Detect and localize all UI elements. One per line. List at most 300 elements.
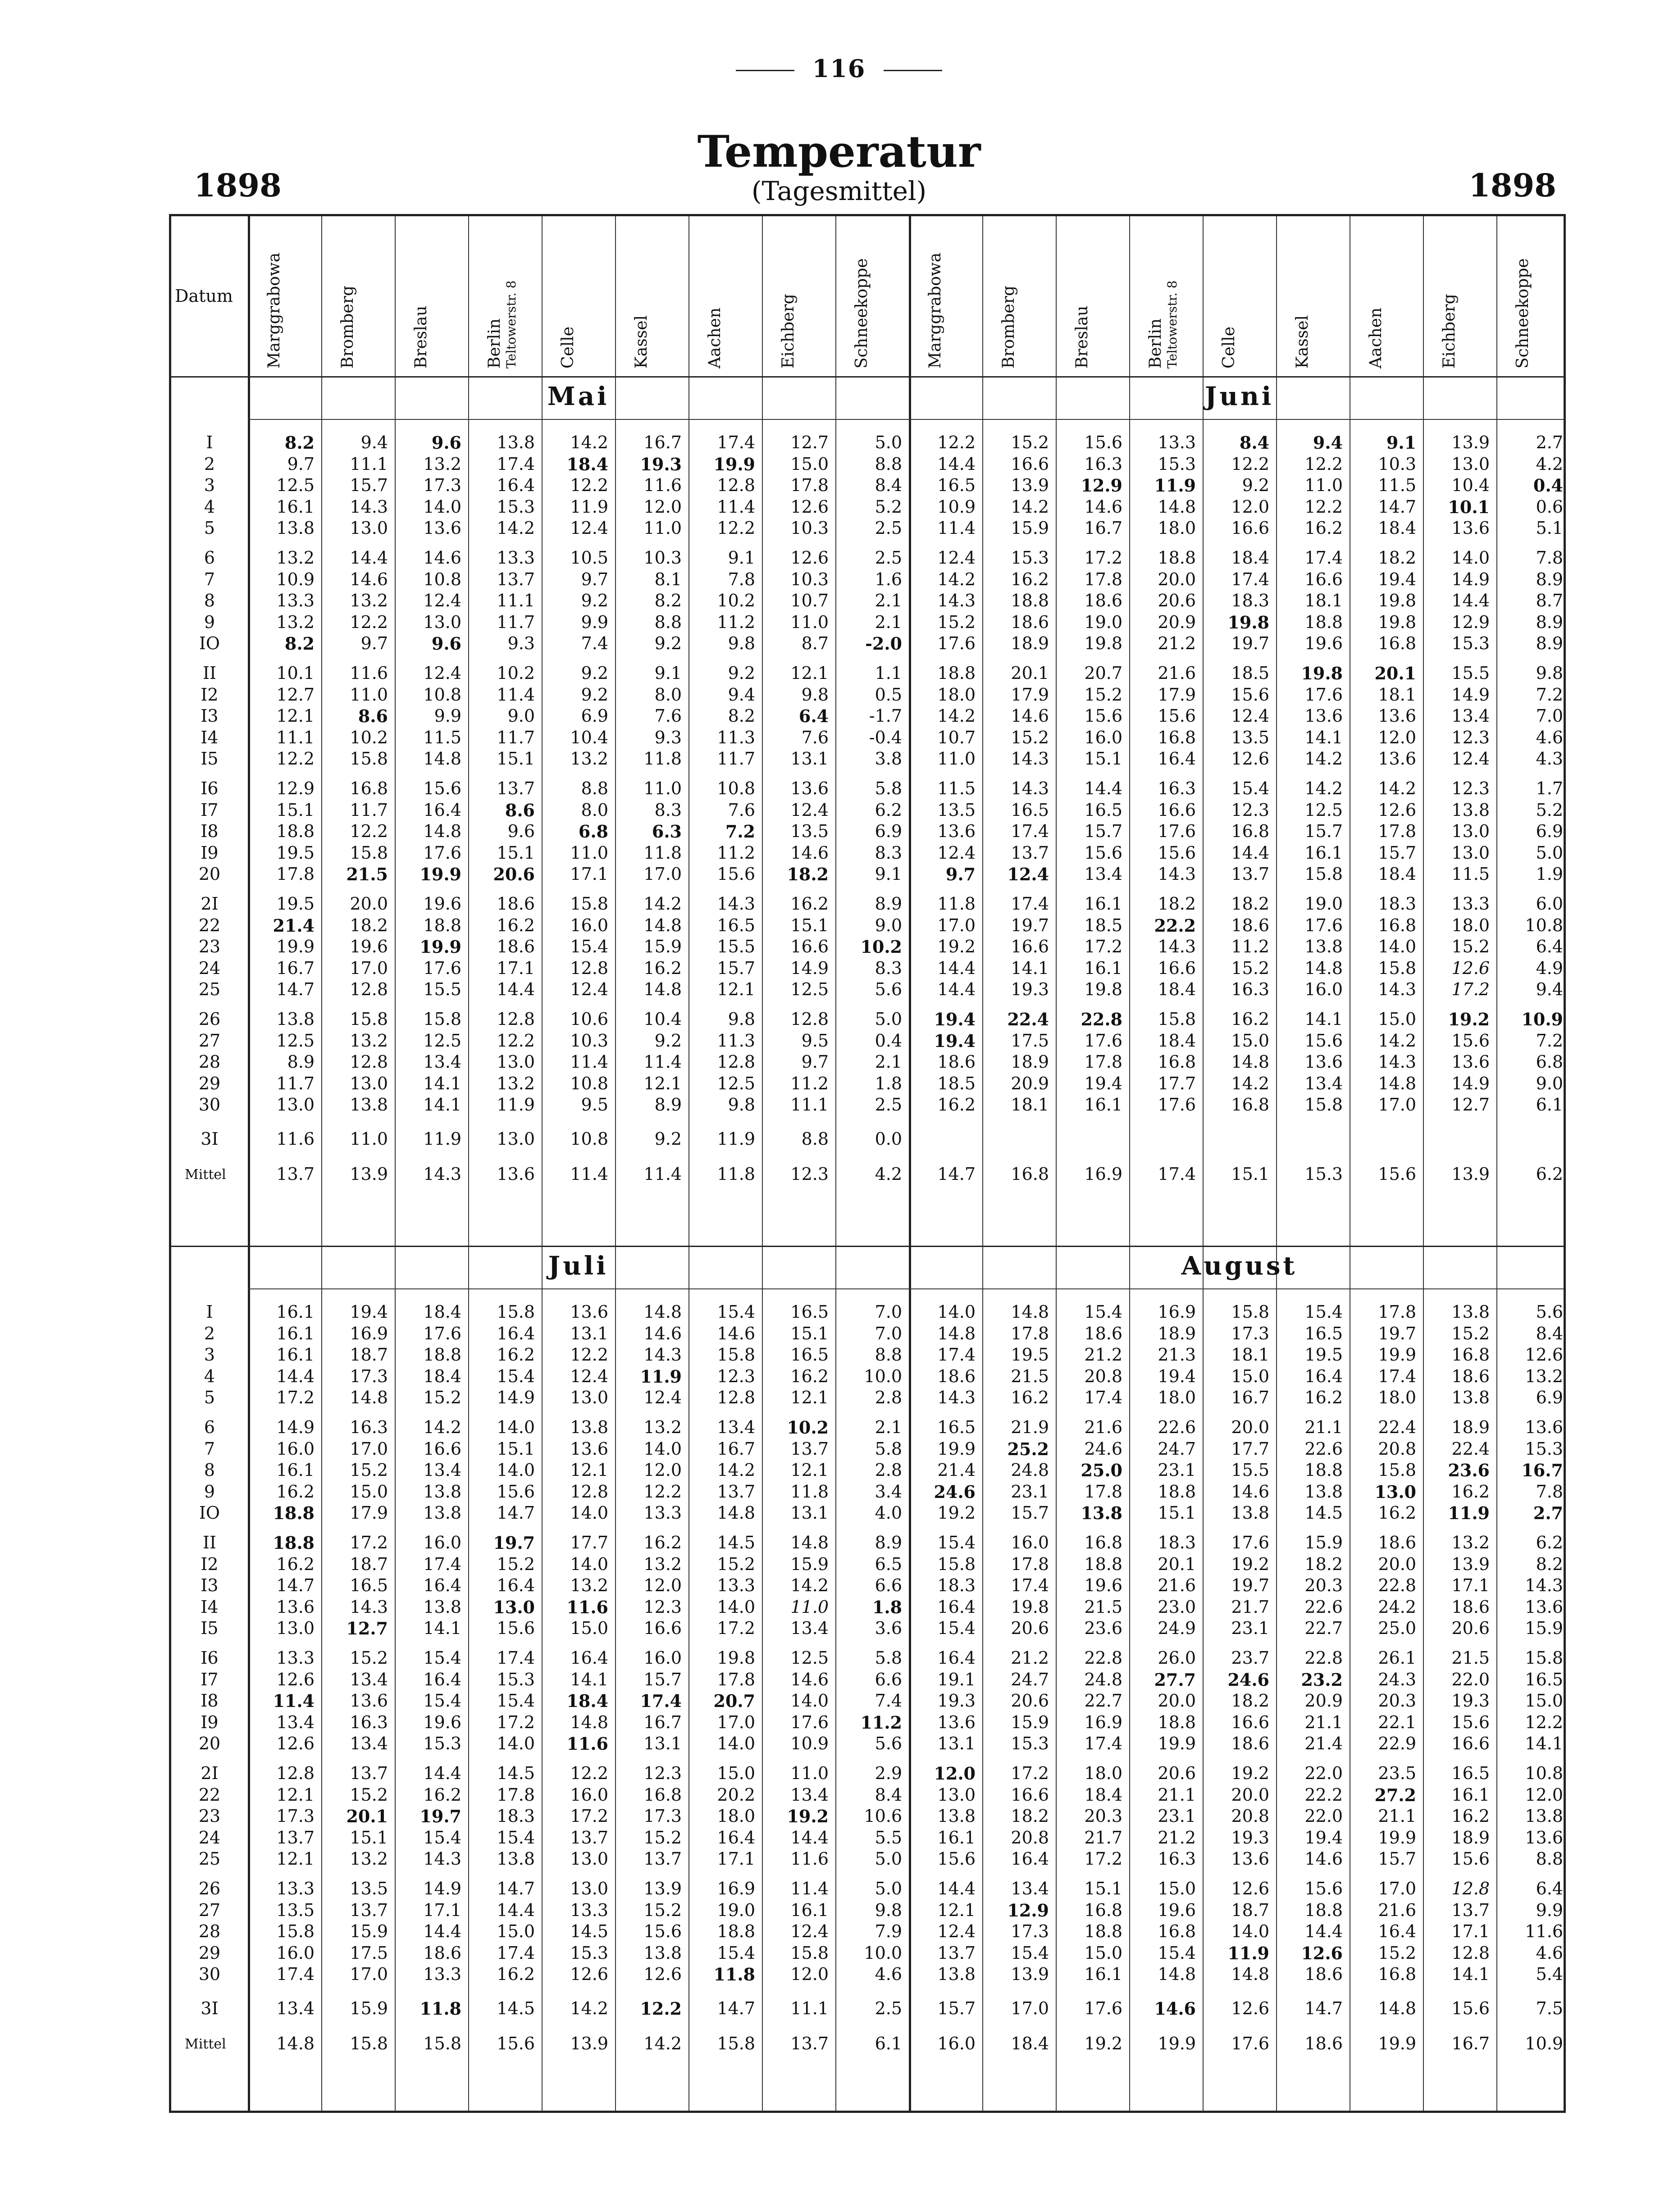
temp-cell: 13.2 — [1525, 1366, 1563, 1386]
temp-cell: 15.0 — [350, 1481, 388, 1502]
temp-cell: 12.7 — [790, 432, 829, 452]
temp-cell: 13.8 — [1231, 1503, 1269, 1523]
temp-cell: 22.0 — [1304, 1806, 1343, 1826]
temp-cell: 8.3 — [875, 842, 902, 863]
temp-cell: 15.7 — [1378, 842, 1416, 863]
temp-cell: 18.6 — [1451, 1597, 1490, 1617]
temp-cell: 15.6 — [1084, 842, 1122, 863]
day-label: I4 — [201, 1597, 219, 1617]
temp-cell: 14.1 — [1304, 1009, 1343, 1029]
temp-cell: 20.7 — [713, 1691, 755, 1711]
temp-cell: 14.7 — [1378, 496, 1416, 517]
temp-cell: 12.0 — [790, 1964, 829, 1984]
temp-cell: 9.7 — [581, 569, 608, 589]
temp-cell: 17.3 — [1011, 1921, 1049, 1942]
temp-cell: 17.6 — [1158, 821, 1196, 842]
mittel-cell: 13.9 — [350, 1164, 388, 1184]
temp-cell: 11.4 — [273, 1691, 315, 1711]
temp-cell: 15.7 — [1011, 1503, 1049, 1523]
temp-cell: 9.5 — [581, 1095, 608, 1115]
temp-cell: 20.6 — [1451, 1618, 1490, 1639]
temp-cell: 13.7 — [643, 1849, 682, 1869]
temp-cell: 16.8 — [1158, 1052, 1196, 1072]
temp-cell: 20.1 — [1158, 1554, 1196, 1574]
temp-cell: 11.6 — [566, 1734, 608, 1754]
temp-cell: 15.0 — [1525, 1691, 1563, 1711]
temp-cell: 14.2 — [717, 1460, 755, 1480]
temp-cell: 7.8 — [1536, 1481, 1563, 1502]
temp-cell: 20.3 — [1084, 1806, 1122, 1826]
temp-cell: 13.2 — [423, 454, 461, 474]
temp-cell: 15.9 — [1304, 1533, 1343, 1552]
temp-cell: 12.6 — [276, 1669, 315, 1689]
month-title: Juni — [1204, 382, 1274, 411]
temp-cell: 16.6 — [1304, 569, 1343, 589]
temp-cell: 16.1 — [1451, 1784, 1490, 1805]
temp-cell: 2.5 — [875, 1998, 902, 2018]
temp-cell: 12.0 — [934, 1763, 976, 1784]
station-name: Celle — [559, 326, 577, 369]
temp-cell: 0.6 — [1536, 496, 1563, 517]
temp-cell: 13.6 — [1378, 749, 1416, 769]
temp-cell: 13.6 — [937, 821, 976, 842]
temp-cell: 9.3 — [507, 633, 535, 654]
temp-cell: 18.3 — [937, 1575, 976, 1596]
temp-cell: 5.6 — [875, 1734, 902, 1754]
temp-cell: 13.6 — [937, 1712, 976, 1732]
temp-cell: -1.7 — [869, 706, 902, 726]
temp-cell: 14.9 — [423, 1879, 461, 1898]
temp-cell: 13.0 — [1451, 454, 1490, 474]
temp-cell: 13.1 — [937, 1734, 976, 1754]
page-subtitle: (Tagesmittel) — [751, 176, 927, 206]
temp-cell: 12.4 — [570, 1366, 608, 1386]
temp-cell: 17.8 — [1011, 1323, 1049, 1343]
temp-cell: 11.9 — [497, 1095, 535, 1115]
temp-cell: 11.5 — [937, 778, 976, 798]
temp-cell: 18.3 — [1378, 894, 1416, 914]
temp-cell: 21.4 — [937, 1460, 976, 1480]
temp-cell: 8.4 — [875, 475, 902, 496]
station-header — [632, 224, 651, 369]
temp-cell: 10.3 — [1378, 454, 1416, 474]
temp-cell: 17.4 — [937, 1345, 976, 1365]
temp-cell: 15.6 — [1451, 1030, 1490, 1051]
temp-cell: 17.5 — [350, 1943, 388, 1963]
temp-cell: 16.8 — [1158, 727, 1196, 747]
temp-cell: 16.8 — [1378, 1964, 1416, 1984]
temp-cell: 10.1 — [276, 663, 315, 683]
temp-cell: 12.1 — [717, 979, 755, 1000]
temp-cell: 17.8 — [1084, 1052, 1122, 1072]
temp-cell: 13.3 — [276, 1879, 315, 1898]
temp-cell: 19.4 — [1158, 1366, 1196, 1386]
temp-cell: 23.1 — [1158, 1460, 1196, 1480]
temp-cell: 13.0 — [570, 1849, 608, 1869]
temp-cell: 18.8 — [423, 915, 461, 935]
temp-cell: 12.2 — [350, 612, 388, 632]
temp-cell: 18.4 — [1084, 1784, 1122, 1805]
temp-cell: 12.3 — [643, 1597, 682, 1617]
temp-cell: 15.0 — [1231, 1366, 1269, 1386]
temp-cell: 13.0 — [497, 1129, 535, 1149]
temp-cell: 19.0 — [1084, 612, 1122, 632]
temp-cell: 14.2 — [790, 1575, 829, 1596]
mittel-cell: 11.4 — [570, 1164, 608, 1184]
temp-cell: 10.4 — [643, 1009, 682, 1029]
temp-cell: 12.2 — [717, 518, 755, 538]
temp-cell: 17.2 — [1011, 1763, 1049, 1783]
temp-cell: 11.0 — [790, 1597, 829, 1617]
temp-cell: 7.2 — [1536, 684, 1563, 705]
temp-cell: 14.3 — [937, 591, 976, 611]
station-name: Marggrabowa — [265, 252, 283, 369]
mittel-cell: 18.4 — [1011, 2033, 1049, 2053]
temp-cell: 11.7 — [497, 612, 535, 632]
temp-cell: 15.6 — [497, 1618, 535, 1639]
temp-cell: 13.5 — [937, 800, 976, 820]
temp-cell: 13.7 — [717, 1481, 755, 1502]
temp-cell: 19.2 — [787, 1806, 829, 1827]
temp-cell: 16.0 — [276, 1943, 315, 1963]
temp-cell: 8.7 — [1536, 591, 1563, 611]
temp-cell: 22.4 — [1007, 1009, 1049, 1029]
temp-cell: 18.8 — [1158, 548, 1196, 568]
day-label: 29 — [198, 1943, 221, 1963]
temp-cell: 16.2 — [1231, 1009, 1269, 1029]
temp-cell: 16.6 — [1451, 1734, 1490, 1754]
temp-cell: 14.5 — [497, 1763, 535, 1783]
temp-cell: 4.9 — [1536, 958, 1563, 978]
temp-cell: 8.9 — [287, 1052, 315, 1072]
temp-cell: 16.3 — [350, 1712, 388, 1732]
temp-cell: 13.0 — [570, 1388, 608, 1408]
temp-cell: 10.9 — [276, 569, 315, 589]
temp-cell: 20.6 — [1011, 1618, 1049, 1639]
temp-cell: 15.9 — [350, 1998, 388, 2018]
temp-cell: 2.7 — [1536, 432, 1563, 452]
temp-cell: 14.1 — [423, 1073, 461, 1093]
temp-cell: 11.6 — [1525, 1921, 1563, 1942]
temp-cell: 14.4 — [350, 548, 388, 568]
day-label: I9 — [201, 1712, 219, 1732]
year-right: 1898 — [1468, 167, 1556, 204]
temp-cell: 15.4 — [1304, 1302, 1343, 1322]
temp-cell: 19.9 — [420, 864, 461, 885]
temp-cell: 17.4 — [497, 1943, 535, 1963]
temp-cell: 14.2 — [1231, 1073, 1269, 1093]
temp-cell: 9.8 — [728, 1095, 755, 1115]
temp-cell: 14.4 — [497, 979, 535, 1000]
temp-cell: 13.8 — [1304, 937, 1343, 957]
temp-cell: 4.6 — [875, 1964, 902, 1984]
temp-cell: 13.9 — [1011, 475, 1049, 496]
temp-cell: 21.1 — [1378, 1806, 1416, 1826]
temp-cell: 20.8 — [1231, 1806, 1269, 1826]
temp-cell: 15.5 — [1451, 663, 1490, 683]
temp-cell: 13.0 — [276, 1095, 315, 1115]
temp-cell: 16.4 — [423, 800, 461, 820]
temp-cell: 13.8 — [497, 432, 535, 452]
day-label: 8 — [204, 1460, 215, 1480]
temp-cell: 9.1 — [1386, 432, 1416, 453]
temp-cell: 17.0 — [717, 1712, 755, 1732]
temp-cell: 12.0 — [643, 496, 682, 517]
temp-cell: 11.7 — [497, 727, 535, 747]
temp-cell: 15.8 — [1158, 1009, 1196, 1029]
temp-cell: 18.3 — [1158, 1533, 1196, 1552]
temp-cell: 12.2 — [570, 1345, 608, 1365]
temp-cell: 6.6 — [875, 1575, 902, 1596]
temp-cell: 13.8 — [276, 1009, 315, 1029]
temp-cell: 18.8 — [717, 1921, 755, 1942]
temp-cell: 15.8 — [570, 894, 608, 914]
temp-cell: 10.8 — [423, 684, 461, 705]
temp-cell: 17.1 — [570, 864, 608, 884]
temp-cell: 9.2 — [581, 684, 608, 705]
temp-cell: 13.3 — [276, 591, 315, 611]
temp-cell: 14.8 — [1011, 1302, 1049, 1322]
temp-cell: 13.0 — [350, 518, 388, 538]
temp-cell: 2.9 — [875, 1763, 902, 1783]
temp-cell: 13.0 — [493, 1597, 535, 1617]
temp-cell: 9.2 — [581, 591, 608, 611]
mittel-cell: 19.9 — [1378, 2033, 1416, 2053]
temp-cell: 12.0 — [1231, 496, 1269, 517]
temp-cell: 16.7 — [643, 1712, 682, 1732]
temp-cell: 12.4 — [937, 548, 976, 568]
temp-cell: 17.4 — [1084, 1388, 1122, 1408]
temp-cell: 19.8 — [717, 1648, 755, 1668]
temp-cell: 19.0 — [717, 1900, 755, 1920]
temp-cell: 14.4 — [276, 1366, 315, 1386]
temp-cell: 15.6 — [423, 778, 461, 798]
temp-cell: 18.8 — [1158, 1481, 1196, 1502]
temp-cell: 12.3 — [1451, 778, 1490, 798]
temp-cell: 18.8 — [1158, 1712, 1196, 1732]
temp-cell: 4.6 — [1536, 727, 1563, 747]
temp-cell: 12.6 — [570, 1964, 608, 1984]
temp-cell: 21.9 — [1011, 1417, 1049, 1437]
day-label: I5 — [201, 749, 219, 769]
temp-cell: 13.0 — [1451, 842, 1490, 863]
temp-cell: 7.6 — [728, 800, 755, 820]
temp-cell: 12.0 — [643, 1575, 682, 1596]
temp-cell: 16.8 — [1231, 1095, 1269, 1115]
temp-cell: 19.3 — [937, 1691, 976, 1711]
temp-cell: 16.2 — [497, 1345, 535, 1365]
temp-cell: 14.6 — [717, 1323, 755, 1343]
temp-cell: 15.0 — [1231, 1030, 1269, 1051]
station-header — [265, 224, 283, 369]
temp-cell: 13.8 — [423, 1597, 461, 1617]
temp-cell: 16.0 — [1304, 979, 1343, 1000]
temp-cell: 18.2 — [787, 864, 829, 885]
temp-cell: 7.0 — [875, 1323, 902, 1343]
temp-cell: 19.3 — [1011, 979, 1049, 1000]
temp-cell: 19.5 — [1304, 1345, 1343, 1365]
temp-cell: 16.8 — [1231, 821, 1269, 842]
temp-cell: 23.1 — [1231, 1618, 1269, 1639]
temp-cell: 12.6 — [1231, 1998, 1269, 2018]
temp-cell: 13.5 — [350, 1879, 388, 1898]
temp-cell: 10.5 — [570, 548, 608, 568]
temp-cell: 18.0 — [1158, 518, 1196, 538]
temp-cell: 13.7 — [790, 1438, 829, 1459]
temp-cell: 18.5 — [1231, 663, 1269, 683]
temp-cell: 15.3 — [1011, 548, 1049, 568]
station-header — [559, 224, 577, 369]
temp-cell: 17.2 — [276, 1388, 315, 1408]
temp-cell: 14.7 — [1304, 1998, 1343, 2018]
temp-cell: 21.7 — [1231, 1597, 1269, 1617]
temp-cell: 17.0 — [1011, 1998, 1049, 2018]
temp-cell: 12.1 — [570, 1460, 608, 1480]
temp-cell: 9.2 — [1242, 475, 1269, 496]
temp-cell: 16.2 — [1304, 1388, 1343, 1408]
temp-cell: 15.9 — [1011, 518, 1049, 538]
mittel-cell: 13.9 — [570, 2033, 608, 2053]
temp-cell: 21.6 — [1084, 1417, 1122, 1437]
temp-cell: 15.6 — [643, 1921, 682, 1942]
temp-cell: 15.8 — [1378, 958, 1416, 978]
station-header — [779, 224, 798, 369]
temp-cell: 17.7 — [1231, 1438, 1269, 1459]
temp-cell: 14.0 — [790, 1691, 829, 1711]
temp-cell: 15.3 — [423, 1734, 461, 1754]
temp-cell: 7.9 — [875, 1921, 902, 1942]
day-label: 4 — [204, 1366, 215, 1386]
temp-cell: 17.9 — [350, 1503, 388, 1523]
temp-cell: 19.4 — [1084, 1073, 1122, 1093]
temp-cell: 14.6 — [423, 548, 461, 568]
temp-cell: 7.0 — [1536, 706, 1563, 726]
temp-cell: 13.1 — [790, 749, 829, 769]
temp-cell: 15.8 — [350, 842, 388, 863]
temp-cell: 14.0 — [1451, 548, 1490, 568]
temp-cell: 10.2 — [497, 663, 535, 683]
temp-cell: 9.9 — [581, 612, 608, 632]
temp-cell: 16.2 — [497, 915, 535, 935]
temp-cell: 15.2 — [1451, 1323, 1490, 1343]
temp-cell: 14.2 — [497, 518, 535, 538]
month-title: August — [1181, 1251, 1298, 1281]
temp-cell: 16.5 — [717, 915, 755, 935]
temp-cell: 13.2 — [276, 612, 315, 632]
temp-cell: 18.6 — [1011, 612, 1049, 632]
temp-cell: 11.4 — [643, 1052, 682, 1072]
temp-cell: 20.6 — [1158, 1763, 1196, 1783]
temp-cell: 5.8 — [875, 1438, 902, 1459]
temp-cell: 15.2 — [1011, 727, 1049, 747]
temp-cell: 14.6 — [790, 1669, 829, 1689]
temp-cell: 17.1 — [1451, 1575, 1490, 1596]
temp-cell: 22.2 — [1154, 915, 1196, 936]
temp-cell: 19.6 — [1084, 1575, 1122, 1596]
page-number-text: 116 — [812, 54, 866, 83]
temp-cell: 10.8 — [570, 1073, 608, 1093]
temp-cell: 17.6 — [1084, 1030, 1122, 1051]
temp-cell: 19.7 — [1231, 1575, 1269, 1596]
temp-cell: 15.1 — [1158, 1503, 1196, 1523]
temp-cell: 0.4 — [875, 1030, 902, 1051]
temp-cell: 12.2 — [640, 1998, 682, 2019]
temp-cell: 17.3 — [276, 1806, 315, 1826]
temp-cell: 20.9 — [1304, 1691, 1343, 1711]
temp-cell: 8.8 — [654, 612, 682, 632]
temp-cell: 15.5 — [423, 979, 461, 1000]
mittel-cell: 14.8 — [276, 2033, 315, 2053]
temp-cell: 8.4 — [875, 1784, 902, 1805]
temp-cell: 10.9 — [790, 1734, 829, 1754]
temp-cell: 12.7 — [1451, 1095, 1490, 1115]
temp-cell: 17.0 — [350, 1438, 388, 1459]
temp-cell: 14.8 — [1231, 1052, 1269, 1072]
temp-cell: 19.9 — [1158, 1734, 1196, 1754]
temp-cell: 20.1 — [346, 1806, 388, 1827]
temp-cell: 20.8 — [1011, 1827, 1049, 1848]
temp-cell: 10.0 — [864, 1366, 902, 1386]
temp-cell: 5.1 — [1536, 518, 1563, 538]
mittel-label: Mittel — [185, 2036, 226, 2052]
month-title: Mai — [547, 382, 610, 411]
temp-cell: 14.8 — [937, 1323, 976, 1343]
temp-cell: 11.0 — [570, 842, 608, 863]
temp-cell: 6.4 — [1536, 937, 1563, 957]
station-header — [1440, 224, 1459, 369]
temp-cell: 12.1 — [276, 1849, 315, 1869]
temp-cell: 19.4 — [934, 1009, 976, 1029]
temp-cell: 3.8 — [875, 749, 902, 769]
temp-cell: 16.2 — [937, 1095, 976, 1115]
temp-cell: 11.8 — [420, 1998, 461, 2019]
temp-cell: 14.2 — [570, 432, 608, 452]
day-label: 6 — [204, 1417, 215, 1437]
temp-cell: 15.2 — [1378, 1943, 1416, 1963]
temp-cell: 13.8 — [1081, 1503, 1122, 1524]
temp-cell: 12.2 — [1525, 1712, 1563, 1732]
temp-cell: 15.3 — [1011, 1734, 1049, 1754]
temp-cell: 18.1 — [1378, 684, 1416, 705]
temp-cell: 18.2 — [1231, 894, 1269, 914]
temp-cell: 16.4 — [497, 1323, 535, 1343]
temp-cell: 14.5 — [497, 1998, 535, 2018]
mittel-cell: 13.7 — [276, 1164, 315, 1184]
day-label: 23 — [198, 1806, 221, 1826]
temp-cell: 12.6 — [1231, 749, 1269, 769]
day-label: I7 — [201, 800, 219, 820]
day-label: IO — [199, 1503, 220, 1523]
temp-cell: 16.1 — [1084, 958, 1122, 978]
mittel-cell: 15.1 — [1231, 1164, 1269, 1184]
temp-cell: 15.6 — [1084, 706, 1122, 726]
temp-cell: 16.4 — [423, 1669, 461, 1689]
temp-cell: 17.8 — [276, 864, 315, 884]
temp-cell: 10.8 — [570, 1129, 608, 1149]
temp-cell: 20.0 — [1231, 1417, 1269, 1437]
temp-cell: 14.1 — [1451, 1964, 1490, 1984]
mittel-cell: 11.4 — [643, 1164, 682, 1184]
mittel-cell: 14.3 — [423, 1164, 461, 1184]
temp-cell: 15.2 — [1011, 432, 1049, 452]
temp-cell: 8.0 — [581, 800, 608, 820]
temp-cell: 19.3 — [1231, 1827, 1269, 1848]
temp-cell: 19.8 — [1378, 591, 1416, 611]
temp-cell: 12.8 — [350, 1052, 388, 1072]
temp-cell: 15.8 — [1304, 1095, 1343, 1115]
station-header — [1514, 224, 1532, 369]
temp-cell: 18.9 — [1451, 1417, 1490, 1437]
